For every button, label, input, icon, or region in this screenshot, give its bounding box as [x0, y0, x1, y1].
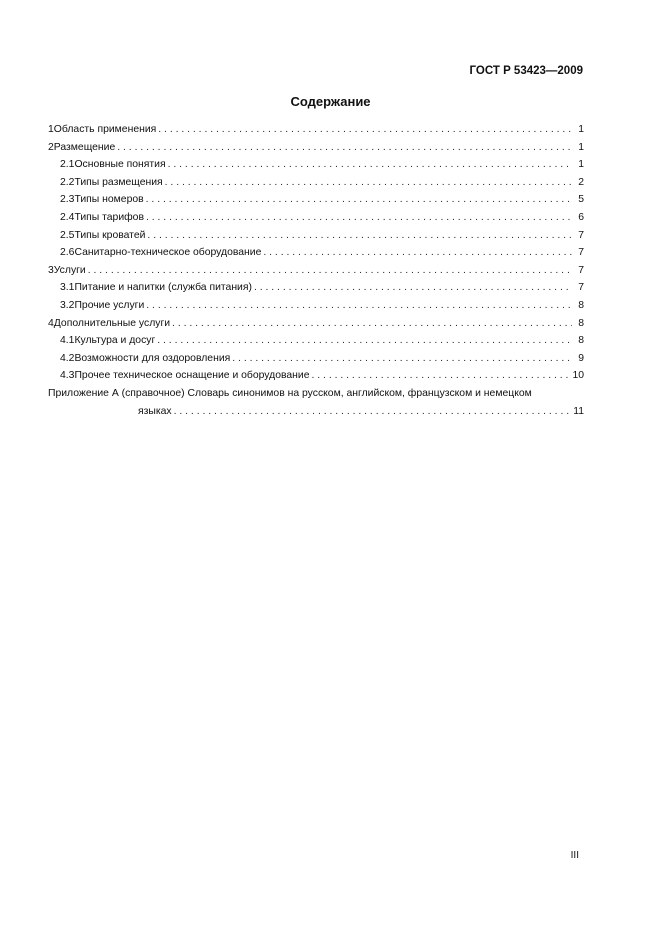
toc-appendix-entry[interactable]: [48, 385, 584, 420]
toc-entry-number: 2.4: [60, 211, 75, 223]
toc-entry-number: 2: [48, 141, 54, 153]
toc-entry[interactable]: [48, 121, 584, 139]
toc-leader-dots: [254, 279, 572, 297]
toc-entry-text: Дополнительные услуги: [53, 317, 171, 329]
toc-entry-number: 2.6: [60, 247, 75, 259]
toc-leader-dots: [158, 121, 572, 139]
toc-entry-text: Прочее техническое оснащение и оборудование: [74, 370, 310, 382]
toc-entry-text: Питание и напитки (служба питания): [74, 282, 252, 294]
toc-leader-dots: [88, 262, 572, 280]
toc-entry-page: 7: [578, 264, 584, 276]
toc-entry-page: 5: [578, 194, 584, 206]
toc-entry-page: 7: [578, 247, 584, 259]
toc-entry-page: 1: [578, 159, 584, 171]
toc-entry-page: 8: [578, 335, 584, 347]
toc-entry-text: Санитарно-техническое оборудование: [74, 247, 262, 259]
page-title: Содержание: [290, 94, 371, 109]
toc-entry-number: 4.3: [60, 370, 75, 382]
toc-entry-page: 10: [572, 370, 584, 382]
toc-entry[interactable]: [48, 227, 584, 245]
toc-entry-page: 8: [578, 299, 584, 311]
toc-leader-dots: [146, 191, 572, 209]
toc-entry-text: Типы тарифов: [74, 211, 144, 223]
table-of-contents: [48, 121, 584, 420]
toc-entry-number: 2.2: [60, 176, 75, 188]
toc-appendix-continuation: [48, 403, 584, 421]
toc-leader-dots: [146, 209, 572, 227]
toc-entry[interactable]: [48, 139, 584, 157]
toc-entry-page: 7: [578, 229, 584, 241]
toc-leader-dots: [117, 139, 572, 157]
toc-entry-page: 1: [578, 124, 584, 135]
toc-entry-number: 2.3: [60, 194, 75, 206]
toc-entry[interactable]: [48, 209, 584, 227]
toc-entry-text: Типы номеров: [74, 194, 144, 206]
toc-leader-dots: [146, 297, 572, 315]
toc-entry[interactable]: [48, 332, 584, 350]
toc-entry-page: 11: [573, 405, 584, 417]
toc-entry-text: Область применения: [53, 124, 157, 135]
toc-entry[interactable]: [48, 156, 584, 174]
toc-entry-number: 2.1: [60, 159, 75, 171]
toc-entry-number: 4.2: [60, 352, 75, 364]
toc-entry-number: 3.2: [60, 299, 75, 311]
toc-entry[interactable]: [48, 315, 584, 333]
toc-entry-text: Культура и досуг: [74, 335, 156, 347]
toc-leader-dots: [165, 174, 572, 192]
toc-entry-text: Прочие услуги: [74, 299, 145, 311]
toc-entry-text: Размещение: [53, 141, 116, 153]
toc-entry-text: Типы кроватей: [74, 229, 146, 241]
toc-entry-number: 4: [48, 317, 54, 329]
toc-entry[interactable]: [48, 191, 584, 209]
toc-entry-page: 2: [578, 176, 584, 188]
toc-leader-dots: [312, 367, 571, 385]
toc-entry-page: 7: [578, 282, 584, 294]
toc-entry[interactable]: [48, 262, 584, 280]
toc-entry[interactable]: [48, 367, 584, 385]
toc-entry-text: Услуги: [53, 264, 86, 276]
toc-leader-dots: [172, 315, 572, 333]
toc-entry-number: 4.1: [60, 335, 75, 347]
page-number: III: [570, 850, 579, 861]
toc-entry-page: 6: [578, 211, 584, 223]
toc-entry-page: 9: [578, 352, 584, 364]
toc-entry-text: Основные понятия: [74, 159, 166, 171]
toc-leader-dots: [157, 332, 572, 350]
toc-entry-number: 3.1: [60, 282, 75, 294]
toc-entry[interactable]: [48, 174, 584, 192]
toc-entry[interactable]: [48, 350, 584, 368]
toc-entry-number: 2.5: [60, 229, 75, 241]
toc-appendix-title-cont: языках: [138, 405, 172, 417]
toc-leader-dots: [168, 156, 572, 174]
toc-entry[interactable]: [48, 279, 584, 297]
toc-leader-dots: [147, 227, 572, 245]
toc-entry-number: 1: [48, 124, 54, 135]
document-code: ГОСТ Р 53423—2009: [469, 65, 583, 77]
toc-leader-dots: [263, 244, 572, 262]
toc-entry-page: 8: [578, 317, 584, 329]
toc-leader-dots: [232, 350, 572, 368]
toc-entry-page: 1: [578, 141, 584, 153]
toc-entry-number: 3: [48, 264, 54, 276]
toc-entry-text: Типы размещения: [74, 176, 163, 188]
toc-entry[interactable]: [48, 244, 584, 262]
toc-entry-text: Возможности для оздоровления: [74, 352, 231, 364]
toc-entry[interactable]: [48, 297, 584, 315]
toc-appendix-title: Приложение А (справочное) Словарь синонимов на русском, английском, французском и немецком: [48, 387, 532, 399]
toc-leader-dots: [174, 403, 572, 421]
